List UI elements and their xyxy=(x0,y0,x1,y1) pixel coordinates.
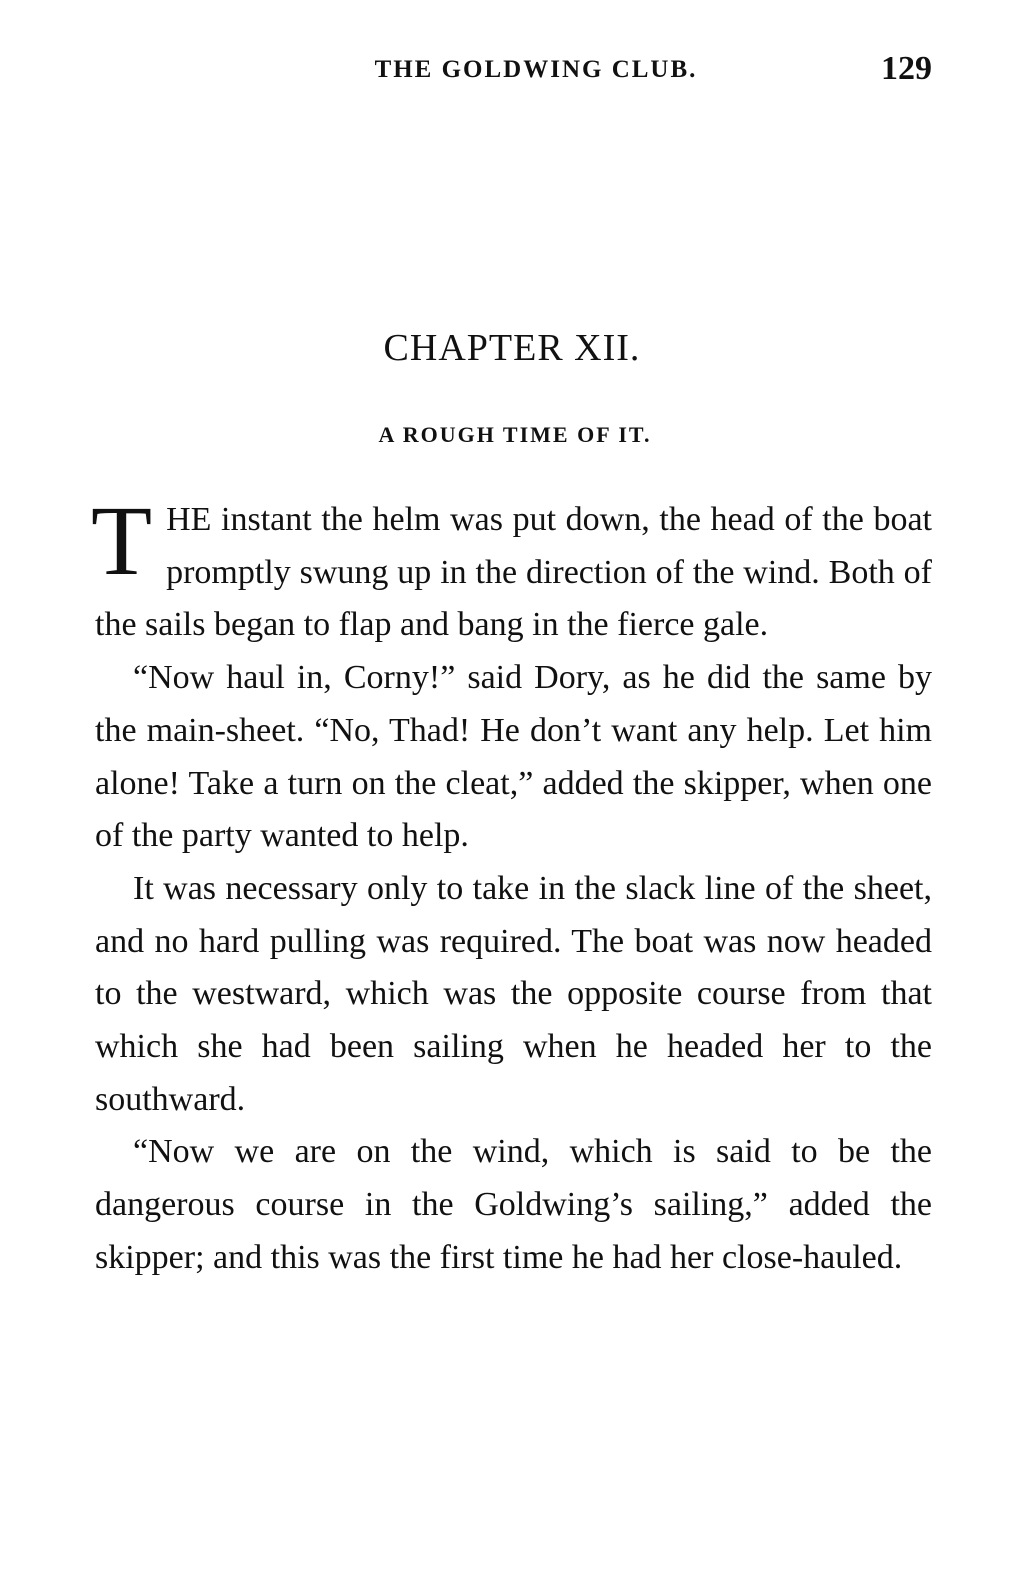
paragraph-text: It was necessary only to take in the slack line of the sheet, and no hard pulling was required. The boat was now headed to the westward, which was the opposite course from that which she had been sailing when he headed her to the southward. xyxy=(95,869,932,1118)
paragraph xyxy=(91,485,932,652)
body-text xyxy=(91,485,932,1285)
paragraph xyxy=(95,1126,932,1284)
paragraph xyxy=(95,863,932,1127)
page-number: 129 xyxy=(881,50,932,87)
paragraph-text: “Now we are on the wind, which is said to be the dangerous course in the Goldwing’s sailing,” added the skipper; and this was the first time he had her close-hauled. xyxy=(95,1133,932,1276)
chapter-title: CHAPTER XII. xyxy=(383,327,641,369)
paragraph xyxy=(95,652,932,863)
paragraph-text: “Now haul in, Corny!” said Dory, as he did the same by the main-sheet. “No, Thad! He don’t want any help. Let him alone! Take a turn on the cleat,” added the skipper, when one of the party wanted to help. xyxy=(95,659,932,855)
running-head xyxy=(95,50,932,94)
paragraph-text: HE instant the helm was put down, the head of the boat promptly swung up in the direction of the wind. Both of the sails began to flap and bang in the fierce gale. xyxy=(95,501,932,644)
drop-cap: T xyxy=(91,485,153,596)
chapter-subtitle: A ROUGH TIME OF IT. xyxy=(378,422,652,447)
running-title: THE GOLDWING CLUB. xyxy=(374,56,698,83)
